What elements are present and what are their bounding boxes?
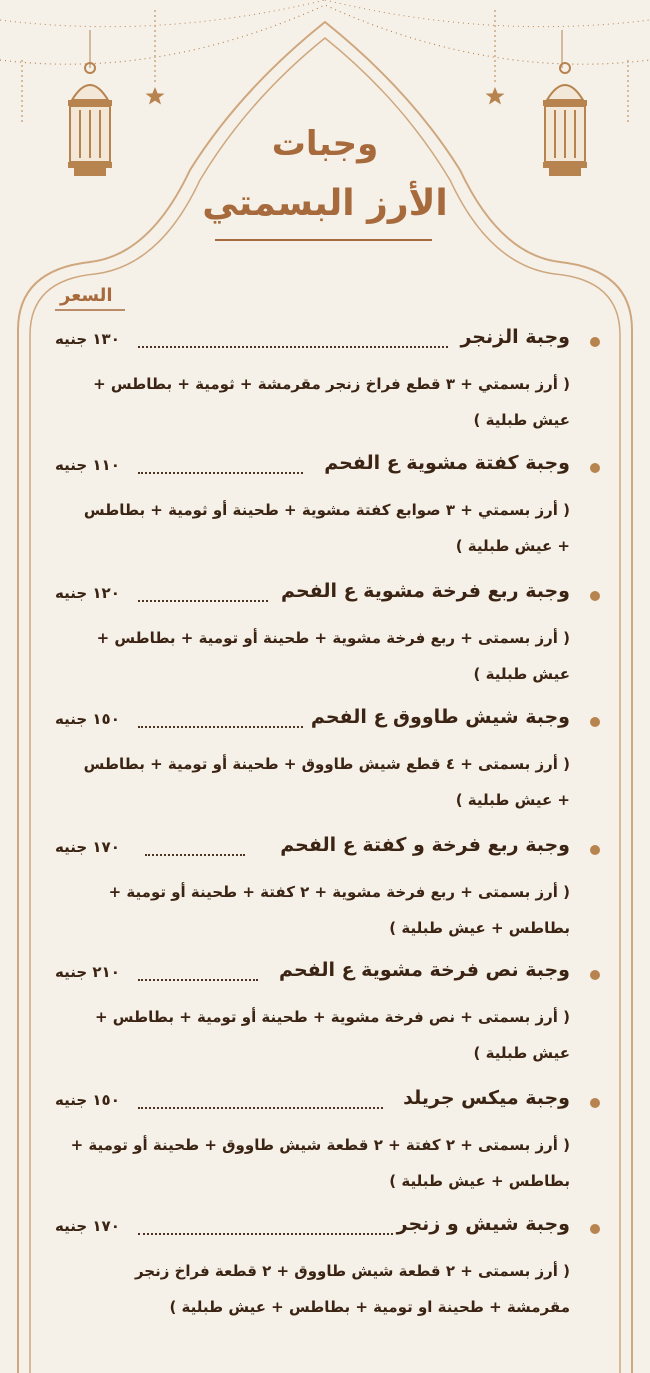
menu-item-price: ١٥٠ جنيه xyxy=(55,1091,120,1109)
menu-item xyxy=(40,834,610,946)
bullet-icon xyxy=(590,463,600,473)
bullet-icon xyxy=(590,1098,600,1108)
bullet-icon xyxy=(590,717,600,727)
menu-item-name: وجبة ربع فرخة مشوية ع الفحم xyxy=(281,580,570,602)
menu-item-description: ( أرز بسمتي + ٣ قطع فراخ زنجر مقرمشة + ثومية + بطاطس + عيش طبلية ) xyxy=(93,375,570,429)
menu-item-price: ١٥٠ جنيه xyxy=(55,710,120,728)
bullet-icon xyxy=(590,337,600,347)
menu-item-price: ٢١٠ جنيه xyxy=(55,963,120,981)
bullet-icon xyxy=(590,591,600,601)
menu-item-description: ( أرز بسمتى + ٢ كفتة + ٢ قطعة شيش طاووق + طحينة أو تومية + بطاطس + عيش طبلية ) xyxy=(70,1136,570,1190)
menu-item xyxy=(40,959,610,1071)
menu-item-name: وجبة الزنجر xyxy=(460,326,570,348)
dotted-leader xyxy=(138,979,258,981)
menu-item xyxy=(40,1213,610,1325)
dotted-leader xyxy=(138,472,303,474)
dotted-leader xyxy=(138,346,448,348)
menu-item xyxy=(40,706,610,818)
dotted-leader xyxy=(138,600,268,602)
menu-item-price: ١٣٠ جنيه xyxy=(55,330,120,348)
dotted-leader xyxy=(138,1107,383,1109)
menu-item-description: ( أرز بسمتى + ربع فرخة مشوية + ٢ كفتة + طحينة أو تومية + بطاطس + عيش طبلية ) xyxy=(108,883,570,937)
menu-item-description: ( أرز بسمتى + نص فرخة مشوية + طحينة أو تومية + بطاطس + عيش طبلية ) xyxy=(94,1008,570,1062)
menu-item xyxy=(40,326,610,438)
menu-item xyxy=(40,1087,610,1199)
dotted-leader xyxy=(138,726,303,728)
menu-item-price: ١١٠ جنيه xyxy=(55,456,120,474)
menu-item xyxy=(40,452,610,564)
menu-item-price: ١٢٠ جنيه xyxy=(55,584,120,602)
dotted-leader xyxy=(138,1233,393,1235)
menu-item-name: وجبة كفتة مشوية ع الفحم xyxy=(324,452,570,474)
price-column-label: السعر xyxy=(60,285,113,306)
menu-item-description: ( أرز بسمتى + ٤ قطع شيش طاووق + طحينة أو تومية + بطاطس + عيش طبلية ) xyxy=(83,755,570,809)
menu-item-name: وجبة شيش و زنجر xyxy=(396,1213,570,1235)
menu-item-description: ( أرز بسمتى + ٢ قطعة شيش طاووق + ٢ قطعة فراخ زنجر مقرمشة + طحينة او تومية + بطاطس + عيش طبلية ) xyxy=(134,1262,570,1316)
menu-item-description: ( أرز بسمتى + ربع فرخة مشوية + طحينة أو تومية + بطاطس + عيش طبلية ) xyxy=(96,629,570,683)
menu-item-description: ( أرز بسمتي + ٣ صوابع كفتة مشوية + طحينة أو ثومية + بطاطس + عيش طبلية ) xyxy=(83,501,570,555)
menu-title: وجبات xyxy=(271,124,379,164)
menu-item-name: وجبة نص فرخة مشوية ع الفحم xyxy=(279,959,570,981)
star-icon xyxy=(485,86,505,106)
menu-item-price: ١٧٠ جنيه xyxy=(55,838,120,856)
menu-item xyxy=(40,580,610,692)
menu-item-price: ١٧٠ جنيه xyxy=(55,1217,120,1235)
bullet-icon xyxy=(590,845,600,855)
star-icon xyxy=(145,86,165,106)
menu-item-name: وجبة ميكس جريلد xyxy=(403,1087,570,1109)
menu-item-name: وجبة شيش طاووق ع الفحم xyxy=(310,706,570,728)
menu-item-name: وجبة ربع فرخة و كفتة ع الفحم xyxy=(280,834,570,856)
dotted-leader xyxy=(145,854,245,856)
menu-subtitle: الأرز البسمتي xyxy=(202,183,448,224)
bullet-icon xyxy=(590,1224,600,1234)
bullet-icon xyxy=(590,970,600,980)
